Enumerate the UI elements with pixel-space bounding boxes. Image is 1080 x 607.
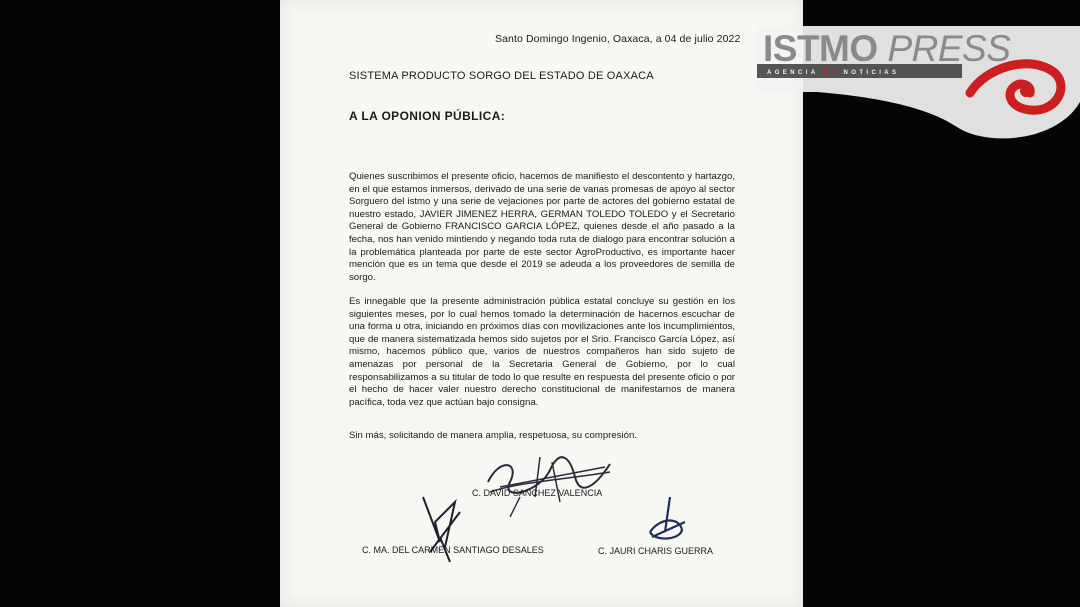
signature-scribble-2 <box>415 492 475 567</box>
logo-tagline: AGENCIA DE NOTICIAS <box>767 70 900 76</box>
place-date: Santo Domingo Ingenio, Oaxaca, a 04 de julio 2022 <box>495 33 741 45</box>
paragraph-2: Es innegable que la presente administración pública estatal concluye su gestión en los siguientes meses, por lo cual hemos tomado la determinación de hacernos escuchar de una forma u otra, iniciando en próximos días con movilizaciones ante los incumplimientos, que de manera sistematizada hemos sido sujetos por el Srio. Francisco García López, así mismo, hacemos público que, varios de nuestros compañeros han sido sujeto de amenazas por personal de la Secretaria General de Gobierno, por lo cual responsabilizamos a su titular de todo lo que resulte en respuesta del presente oficio o por el hecho de hacer valer nuestro derecho constitucional de manifestarnos de manera pacífica, toda vez que actúan bajo consigna. <box>349 296 735 408</box>
signature-scribble-3 <box>640 492 690 552</box>
organization-name: SISTEMA PRODUCTO SORGO DEL ESTADO DE OAXACA <box>349 70 654 82</box>
istmo-press-logo <box>757 12 1080 142</box>
signatory-3-name: C. JAURI CHARIS GUERRA <box>598 546 714 556</box>
paragraph-1: Quienes suscribimos el presente oficio, hacemos de manifiesto el descontento y hartazgo, en el que estamos inmersos, derivado de una serie de vanas promesas de apoyo al sector Sorguero del istmo y una serie de vejaciones por parte de actores del gobierno estatal de nuestro estado, JAVIER JIMENEZ HERRA, GERMAN TOLEDO TOLEDO y el Secretario General de Gobierno FRANCISCO GARCIA LÓPEZ, quienes desde el año pasado a la fecha, nos han venido mintiendo y negando toda ruta de dialogo para encontrar solución a la problemática planteada por parte de este sector AgroProductivo, es importante hacer mención que es un tema que desde el 2019 se adeuda a los proveedores de semilla de sorgo. <box>349 171 735 283</box>
closing-line: Sin más, solicitando de manera amplia, respetuosa, su compresión. <box>349 430 637 441</box>
letter-page <box>280 0 803 607</box>
signature-scribble-1 <box>480 452 620 522</box>
letter-heading: A LA OPONION PÚBLICA: <box>349 109 506 123</box>
signatory-2-name: C. MA. DEL CARMEN SANTIAGO DESALES <box>362 545 544 555</box>
logo-wordmark: ISTMO PRESS <box>763 28 1011 69</box>
logo-swirl-icon <box>960 48 1070 123</box>
signatory-1-name: C. DAVID SANCHEZ VALENCIA <box>472 488 603 498</box>
